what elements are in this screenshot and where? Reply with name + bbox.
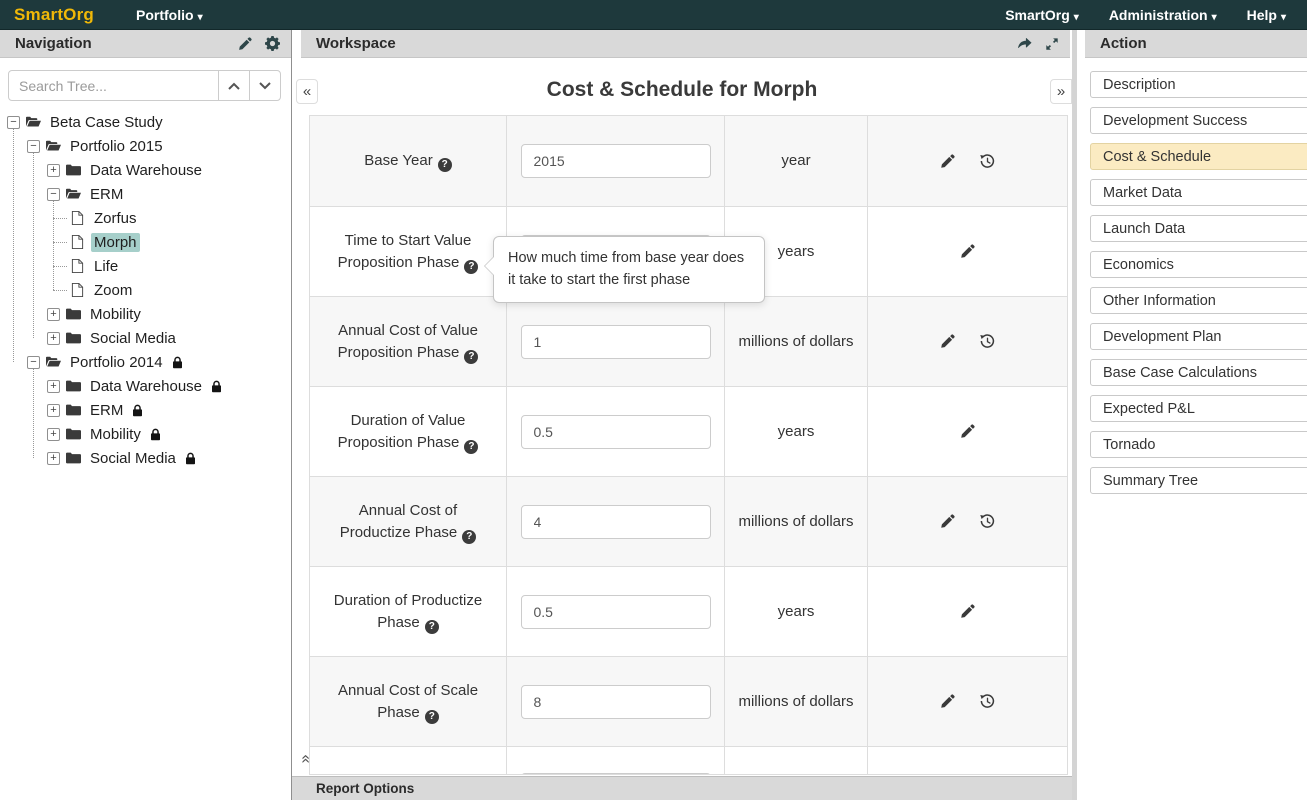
- search-previous-button[interactable]: [218, 70, 250, 101]
- tree-connector: [53, 218, 67, 219]
- menu-label: Administration: [1108, 6, 1208, 23]
- parameter-row-annual-cost-of-productize-phase: [310, 476, 1067, 566]
- navigation-panel: [0, 30, 292, 800]
- action-description[interactable]: Description: [1090, 71, 1307, 98]
- tree-item-label[interactable]: ERM: [90, 185, 124, 203]
- document-icon: [70, 283, 85, 297]
- lock-icon: [211, 380, 222, 393]
- parameter-label-cell: [310, 477, 507, 566]
- parameter-input-cell: [507, 477, 725, 566]
- parameter-actions-cell: [868, 477, 1067, 566]
- tree-item-erm[interactable]: [0, 182, 290, 206]
- action-cost-and-schedule[interactable]: Cost & Schedule: [1090, 143, 1307, 170]
- parameter-label-text: Annual Cost of Scale Phase: [337, 681, 479, 721]
- action-expected-pandl[interactable]: Expected P&L: [1090, 395, 1307, 422]
- parameter-actions-cell: [868, 567, 1067, 656]
- caret-down-icon: ▾: [197, 11, 203, 23]
- edit-pencil-icon[interactable]: [960, 604, 975, 619]
- report-options-bar[interactable]: [292, 776, 1072, 800]
- settings-gear-icon[interactable]: [265, 36, 280, 51]
- menu-administration[interactable]: [1094, 7, 1232, 23]
- tree-collapse-toggle[interactable]: −: [27, 140, 40, 153]
- tree-expand-toggle[interactable]: +: [47, 380, 60, 393]
- menu-help[interactable]: [1232, 7, 1301, 23]
- scroll-to-top-icon[interactable]: «: [297, 754, 315, 764]
- parameter-unit-cell: [725, 297, 868, 386]
- tree-expand-toggle[interactable]: +: [47, 332, 60, 345]
- workspace-header-icons: [1017, 36, 1059, 51]
- edit-pencil-icon[interactable]: [940, 694, 955, 709]
- tree-item-morph[interactable]: [0, 230, 290, 254]
- tree-item-label[interactable]: Morph: [91, 233, 140, 252]
- tree-item-label[interactable]: Beta Case Study: [50, 113, 163, 131]
- folder-open-icon: [46, 355, 61, 369]
- parameter-actions-cell: [868, 747, 1067, 775]
- tree-item-zorfus[interactable]: [0, 206, 290, 230]
- parameter-label: [324, 590, 492, 634]
- parameter-label: [364, 150, 451, 172]
- parameter-label-cell: [310, 297, 507, 386]
- tree-collapse-toggle[interactable]: −: [27, 356, 40, 369]
- collapse-left-button[interactable]: «: [296, 79, 318, 104]
- parameter-input-cell: [507, 567, 725, 656]
- folder-closed-icon: [66, 163, 81, 177]
- parameter-label: [324, 680, 492, 724]
- parameter-actions-cell: [868, 116, 1067, 206]
- parameter-label-text: Base Year: [364, 152, 433, 169]
- tree-item-erm[interactable]: [0, 398, 290, 422]
- action-economics[interactable]: Economics: [1090, 251, 1307, 278]
- parameter-label-text: Duration of Productize Phase: [333, 591, 483, 631]
- search-next-button[interactable]: [249, 70, 281, 101]
- action-other-information[interactable]: Other Information: [1090, 287, 1307, 314]
- tooltip-text: How much time from base year does it take to start the first phase: [508, 250, 745, 289]
- action-tornado[interactable]: Tornado: [1090, 431, 1307, 458]
- menu-label: Help: [1246, 6, 1277, 23]
- action-development-success[interactable]: Development Success: [1090, 107, 1307, 134]
- tree-connector: [53, 266, 67, 267]
- document-icon: [70, 211, 85, 225]
- parameter-input[interactable]: [521, 144, 711, 178]
- action-title: Action: [1100, 35, 1147, 52]
- action-summary-tree[interactable]: Summary Tree: [1090, 467, 1307, 494]
- tree-item-zoom[interactable]: [0, 278, 290, 302]
- question-icon[interactable]: ?: [462, 530, 476, 544]
- tree-search-bar: [0, 70, 291, 101]
- folder-open-icon: [26, 115, 41, 129]
- parameter-label-cell: [310, 657, 507, 746]
- parameter-row-time-to-start-value-proposition-phase: [310, 206, 1067, 296]
- parameter-input[interactable]: [521, 595, 711, 629]
- tree-item-portfolio-2015[interactable]: [0, 134, 290, 158]
- tree-connector: [53, 290, 67, 291]
- parameter-input-cell: [507, 116, 725, 206]
- parameter-unit: years: [777, 242, 815, 260]
- parameter-row-partial: [310, 746, 1067, 775]
- tree-item-label[interactable]: Life: [94, 257, 119, 275]
- menu-smartorg[interactable]: [990, 7, 1094, 23]
- history-icon[interactable]: [980, 334, 995, 349]
- parameter-actions-cell: [868, 387, 1067, 476]
- parameter-label: [324, 410, 492, 454]
- tree-item-social-media[interactable]: [0, 446, 290, 470]
- tree-item-social-media[interactable]: [0, 326, 290, 350]
- parameter-unit-cell: [725, 657, 868, 746]
- parameter-label-cell: [310, 207, 507, 296]
- question-icon[interactable]: ?: [464, 350, 478, 364]
- lock-icon: [132, 404, 143, 417]
- tree-item-data-warehouse[interactable]: [0, 158, 290, 182]
- tree-item-label[interactable]: Mobility: [90, 305, 141, 323]
- parameter-table: [309, 115, 1068, 775]
- parameter-row-annual-cost-of-value-proposition-phase: [310, 296, 1067, 386]
- topbar: [0, 0, 1307, 30]
- lock-icon: [185, 452, 196, 465]
- navigation-tree: [0, 110, 290, 470]
- history-icon[interactable]: [980, 694, 995, 709]
- parameter-label-text: Annual Cost of Productize Phase: [339, 501, 458, 541]
- lock-icon: [172, 356, 183, 369]
- parameter-input-cell: [507, 747, 725, 775]
- parameter-label-text: Annual Cost of Value Proposition Phase: [337, 321, 478, 361]
- action-market-data[interactable]: Market Data: [1090, 179, 1307, 206]
- tree-expand-toggle[interactable]: +: [47, 308, 60, 321]
- workspace-panel: [292, 30, 1072, 800]
- parameter-row-base-year: [310, 116, 1067, 206]
- tree-item-label[interactable]: Portfolio 2015: [70, 137, 163, 155]
- tree-connector: [53, 242, 67, 243]
- parameter-row-duration-of-productize-phase: [310, 566, 1067, 656]
- tree-expand-toggle[interactable]: +: [47, 404, 60, 417]
- parameter-unit: years: [777, 602, 815, 620]
- parameter-label-cell: [310, 747, 507, 775]
- expand-icon[interactable]: [1045, 37, 1059, 51]
- parameter-input[interactable]: [521, 325, 711, 359]
- parameter-unit-cell: [725, 387, 868, 476]
- parameter-label-text: Time to Start Value Proposition Phase: [337, 231, 472, 271]
- help-tooltip: [493, 236, 765, 303]
- folder-closed-icon: [66, 307, 81, 321]
- tree-item-label[interactable]: Data Warehouse: [90, 377, 203, 395]
- parameter-label-cell: [310, 116, 507, 206]
- parameter-input[interactable]: [521, 685, 711, 719]
- parameter-unit: millions of dollars: [738, 332, 854, 350]
- tree-item-mobility[interactable]: [0, 422, 290, 446]
- parameter-unit-cell: [725, 477, 868, 566]
- question-icon[interactable]: ?: [464, 260, 478, 274]
- parameter-label: [324, 230, 492, 274]
- page-title: Cost & Schedule for Morph: [546, 78, 818, 101]
- action-base-case-calculations[interactable]: Base Case Calculations: [1090, 359, 1307, 386]
- action-list: [1090, 71, 1307, 503]
- menu-label: SmartOrg: [1005, 6, 1070, 23]
- parameter-input[interactable]: [521, 415, 711, 449]
- lock-icon: [150, 428, 161, 441]
- action-launch-data[interactable]: Launch Data: [1090, 215, 1307, 242]
- history-icon[interactable]: [980, 514, 995, 529]
- document-icon: [70, 235, 85, 249]
- tree-item-label[interactable]: Social Media: [90, 449, 176, 467]
- tree-item-label[interactable]: Zoom: [94, 281, 133, 299]
- question-icon[interactable]: ?: [425, 710, 439, 724]
- parameter-actions-cell: [868, 207, 1067, 296]
- caret-down-icon: ▾: [1211, 11, 1217, 23]
- parameter-label-cell: [310, 387, 507, 476]
- menu-portfolio[interactable]: [121, 7, 218, 23]
- tree-item-data-warehouse[interactable]: [0, 374, 290, 398]
- folder-closed-icon: [66, 331, 81, 345]
- folder-closed-icon: [66, 379, 81, 393]
- tree-item-beta-case-study[interactable]: [0, 110, 290, 134]
- workspace-header: [301, 30, 1070, 58]
- menu-label: Portfolio: [136, 6, 194, 23]
- folder-open-icon: [46, 139, 61, 153]
- question-icon[interactable]: ?: [464, 440, 478, 454]
- navigation-header-icons: [238, 36, 280, 51]
- parameter-input[interactable]: [521, 773, 711, 775]
- workspace-title: Workspace: [316, 35, 396, 52]
- edit-pencil-icon[interactable]: [960, 244, 975, 259]
- tree-item-portfolio-2014[interactable]: [0, 350, 290, 374]
- action-panel: [1077, 30, 1307, 800]
- parameter-row-duration-of-value-proposition-phase: [310, 386, 1067, 476]
- tree-collapse-toggle[interactable]: −: [7, 116, 20, 129]
- parameter-label-text: Duration of Value Proposition Phase: [337, 411, 466, 451]
- parameter-unit-cell: [725, 567, 868, 656]
- edit-pencil-icon[interactable]: [940, 154, 955, 169]
- folder-open-icon: [66, 187, 81, 201]
- parameter-actions-cell: [868, 657, 1067, 746]
- parameter-input-cell: [507, 297, 725, 386]
- parameter-actions-cell: [868, 297, 1067, 386]
- folder-closed-icon: [66, 451, 81, 465]
- tree-item-label[interactable]: Mobility: [90, 425, 141, 443]
- caret-down-icon: ▾: [1280, 11, 1286, 23]
- parameter-label: [324, 320, 492, 364]
- edit-pencil-icon[interactable]: [960, 424, 975, 439]
- parameter-unit-cell: [725, 116, 868, 206]
- tree-item-label[interactable]: ERM: [90, 401, 124, 419]
- parameter-unit: millions of dollars: [738, 692, 854, 710]
- parameter-input-cell: [507, 387, 725, 476]
- tree-item-label[interactable]: Social Media: [90, 329, 176, 347]
- parameter-unit: years: [777, 422, 815, 440]
- tree-collapse-toggle[interactable]: −: [47, 188, 60, 201]
- topbar-left-menus: [121, 7, 218, 23]
- folder-closed-icon: [66, 427, 81, 441]
- report-options-label: Report Options: [316, 781, 415, 796]
- tree-item-label[interactable]: Portfolio 2014: [70, 353, 163, 371]
- parameter-unit-cell: [725, 747, 868, 775]
- app-logo[interactable]: SmartOrg: [14, 4, 95, 24]
- navigation-title: Navigation: [15, 35, 92, 52]
- tree-item-label[interactable]: Data Warehouse: [90, 161, 203, 179]
- parameter-label-cell: [310, 567, 507, 656]
- parameter-label: [324, 500, 492, 544]
- tree-expand-toggle[interactable]: +: [47, 428, 60, 441]
- edit-pencil-icon[interactable]: [940, 334, 955, 349]
- tree-item-mobility[interactable]: [0, 302, 290, 326]
- history-icon[interactable]: [980, 154, 995, 169]
- share-icon[interactable]: [1017, 36, 1032, 51]
- document-icon: [70, 259, 85, 273]
- tree-item-label[interactable]: Zorfus: [94, 209, 137, 227]
- parameter-unit: millions of dollars: [738, 512, 854, 530]
- edit-pencil-icon[interactable]: [238, 37, 252, 51]
- tree-expand-toggle[interactable]: +: [47, 164, 60, 177]
- parameter-input[interactable]: [521, 505, 711, 539]
- collapse-right-button[interactable]: »: [1050, 79, 1072, 104]
- folder-closed-icon: [66, 403, 81, 417]
- tree-item-life[interactable]: [0, 254, 290, 278]
- navigation-header: [0, 30, 291, 58]
- topbar-right-menus: [990, 7, 1301, 23]
- question-icon[interactable]: ?: [438, 158, 452, 172]
- question-icon[interactable]: ?: [425, 620, 439, 634]
- caret-down-icon: ▾: [1073, 11, 1079, 23]
- action-header: [1085, 30, 1307, 58]
- search-tree-input[interactable]: [8, 70, 219, 101]
- parameter-input-cell: [507, 657, 725, 746]
- action-development-plan[interactable]: Development Plan: [1090, 323, 1307, 350]
- tree-expand-toggle[interactable]: +: [47, 452, 60, 465]
- edit-pencil-icon[interactable]: [940, 514, 955, 529]
- parameter-unit: year: [781, 152, 811, 169]
- parameter-row-annual-cost-of-scale-phase: [310, 656, 1067, 746]
